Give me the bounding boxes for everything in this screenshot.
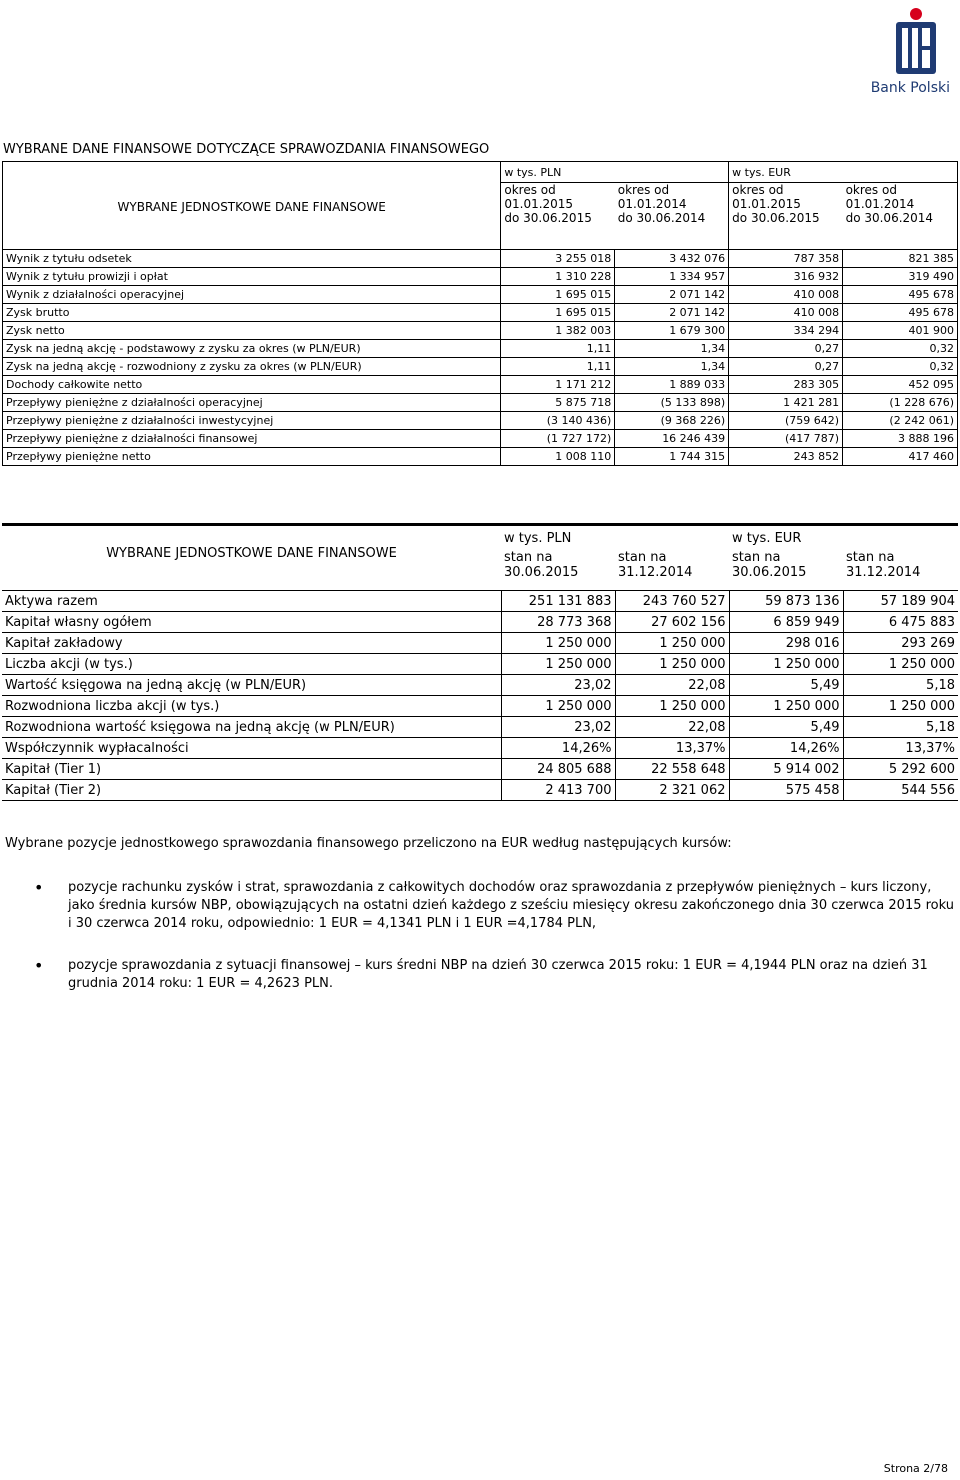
row-value: 2 321 062 — [615, 780, 729, 801]
table-row — [3, 430, 958, 448]
row-value: 1,34 — [615, 358, 729, 376]
row-value: 1 334 957 — [615, 268, 729, 286]
bullet-item: • pozycje sprawozdania z sytuacji finansowej – kurs średni NBP na dzień 30 czerwca 2015 roku: 1 EUR = 4,1944 PLN oraz na dzień 31 grudnia 2014 roku: 1 EUR = 4,2623 PLN. — [68, 957, 958, 993]
row-label: Kapitał (Tier 1) — [2, 759, 501, 780]
row-label: Wynik z tytułu odsetek — [3, 250, 501, 268]
row-value: 1 250 000 — [501, 696, 615, 717]
row-value: 5 914 002 — [729, 759, 843, 780]
row-value: 1 250 000 — [501, 633, 615, 654]
row-value: (2 242 061) — [843, 412, 958, 430]
row-value: 319 490 — [843, 268, 958, 286]
table-row — [3, 340, 958, 358]
row-value: 57 189 904 — [843, 591, 958, 612]
row-value: 5 292 600 — [843, 759, 958, 780]
row-value: 243 852 — [729, 448, 843, 466]
table-row — [2, 717, 958, 738]
row-value: 1 008 110 — [501, 448, 615, 466]
date-header: stan na 30.06.2015 — [501, 550, 615, 591]
page-number: Strona 2/78 — [883, 1462, 948, 1475]
row-value: 1 421 281 — [729, 394, 843, 412]
row-value: 23,02 — [501, 675, 615, 696]
row-value: 1 250 000 — [729, 654, 843, 675]
row-value: (417 787) — [729, 430, 843, 448]
bullet-item: • pozycje rachunku zysków i strat, sprawozdania z całkowitych dochodów oraz sprawozdania z przepływów pieniężnych – kurs liczony, jako średnia kursów NBP, obowiązujących na ostatni dzień każdego z sześciu miesięcy okresu zakończonego dnia 30 czerwca 2015 roku i 30 czerwca 2014 roku, odpowiednio: 1 EUR = 4,1341 PLN i 1 EUR =4,1784 PLN, — [68, 879, 958, 933]
brand-name: Bank Polski — [870, 80, 950, 96]
row-value: 1 250 000 — [615, 654, 729, 675]
page-heading: WYBRANE DANE FINANSOWE DOTYCZĄCE SPRAWOZDANIA FINANSOWEGO — [3, 142, 490, 157]
row-value: (5 133 898) — [615, 394, 729, 412]
row-value: 1 171 212 — [501, 376, 615, 394]
row-value: 283 305 — [729, 376, 843, 394]
income-table — [2, 161, 958, 466]
row-label: Zysk brutto — [3, 304, 501, 322]
row-label: Kapitał własny ogółem — [2, 612, 501, 633]
row-value: 0,27 — [729, 358, 843, 376]
row-value: 293 269 — [843, 633, 958, 654]
unit-eur: w tys. EUR — [729, 162, 958, 183]
row-value: 5,49 — [729, 717, 843, 738]
row-label: Przepływy pieniężne z działalności finansowej — [3, 430, 501, 448]
row-label: Wartość księgowa na jedną akcję (w PLN/EUR) — [2, 675, 501, 696]
row-value: 14,26% — [729, 738, 843, 759]
table-row — [2, 738, 958, 759]
table-row — [3, 358, 958, 376]
row-value: 1 310 228 — [501, 268, 615, 286]
table-row — [3, 412, 958, 430]
row-label: Zysk na jedną akcję - podstawowy z zysku za okres (w PLN/EUR) — [3, 340, 501, 358]
row-value: 22 558 648 — [615, 759, 729, 780]
period-header: okres od 01.01.2015 do 30.06.2015 — [729, 183, 843, 250]
table-row — [3, 304, 958, 322]
row-value: 410 008 — [729, 286, 843, 304]
row-value: 27 602 156 — [615, 612, 729, 633]
row-value: 6 475 883 — [843, 612, 958, 633]
row-label: Liczba akcji (w tys.) — [2, 654, 501, 675]
row-value: 1 695 015 — [501, 286, 615, 304]
row-value: 22,08 — [615, 717, 729, 738]
period-header: okres od 01.01.2015 do 30.06.2015 — [501, 183, 615, 250]
row-value: 417 460 — [843, 448, 958, 466]
row-value: 1,11 — [501, 340, 615, 358]
row-value: 1,11 — [501, 358, 615, 376]
exchange-note: Wybrane pozycje jednostkowego sprawozdania finansowego przeliczono na EUR według następujących kursów: — [5, 836, 732, 851]
row-value: 544 556 — [843, 780, 958, 801]
row-value: 2 413 700 — [501, 780, 615, 801]
date-header: stan na 31.12.2014 — [843, 550, 958, 591]
row-value: 1 250 000 — [843, 654, 958, 675]
row-value: 495 678 — [843, 304, 958, 322]
row-label: Rozwodniona wartość księgowa na jedną akcję (w PLN/EUR) — [2, 717, 501, 738]
row-label: Współczynnik wypłacalności — [2, 738, 501, 759]
row-value: 0,27 — [729, 340, 843, 358]
table-row — [3, 250, 958, 268]
row-value: 1 250 000 — [729, 696, 843, 717]
row-value: 1 250 000 — [501, 654, 615, 675]
row-value: 1,34 — [615, 340, 729, 358]
row-value: 2 071 142 — [615, 286, 729, 304]
date-header: stan na 31.12.2014 — [615, 550, 729, 591]
row-value: 5,18 — [843, 717, 958, 738]
row-value: 28 773 368 — [501, 612, 615, 633]
row-label: Dochody całkowite netto — [3, 376, 501, 394]
row-value: 2 071 142 — [615, 304, 729, 322]
row-value: 3 888 196 — [843, 430, 958, 448]
row-label: Rozwodniona liczba akcji (w tys.) — [2, 696, 501, 717]
table-row — [3, 286, 958, 304]
row-value: 787 358 — [729, 250, 843, 268]
row-value: 0,32 — [843, 340, 958, 358]
table-row — [3, 322, 958, 340]
row-value: 1 679 300 — [615, 322, 729, 340]
table-row — [2, 759, 958, 780]
table-row — [3, 268, 958, 286]
row-value: 1 250 000 — [843, 696, 958, 717]
table-row — [2, 633, 958, 654]
row-value: 243 760 527 — [615, 591, 729, 612]
row-value: 495 678 — [843, 286, 958, 304]
table-row — [3, 376, 958, 394]
row-value: 0,32 — [843, 358, 958, 376]
row-value: 3 432 076 — [615, 250, 729, 268]
row-value: 251 131 883 — [501, 591, 615, 612]
table-row — [2, 675, 958, 696]
row-value: 14,26% — [501, 738, 615, 759]
row-value: 575 458 — [729, 780, 843, 801]
row-value: 334 294 — [729, 322, 843, 340]
row-value: 5,18 — [843, 675, 958, 696]
row-value: 6 859 949 — [729, 612, 843, 633]
unit-pln: w tys. PLN — [504, 530, 572, 546]
row-label: Wynik z tytułu prowizji i opłat — [3, 268, 501, 286]
row-label: Zysk na jedną akcję - rozwodniony z zysku za okres (w PLN/EUR) — [3, 358, 501, 376]
row-value: (759 642) — [729, 412, 843, 430]
table-row — [2, 696, 958, 717]
row-value: 13,37% — [615, 738, 729, 759]
row-value: 23,02 — [501, 717, 615, 738]
table-row — [2, 612, 958, 633]
row-value: 24 805 688 — [501, 759, 615, 780]
row-value: 1 744 315 — [615, 448, 729, 466]
date-header: stan na 30.06.2015 — [729, 550, 843, 591]
unit-eur: w tys. EUR — [732, 530, 802, 546]
row-value: 16 246 439 — [615, 430, 729, 448]
table-row — [2, 591, 958, 612]
row-value: 410 008 — [729, 304, 843, 322]
row-value: (1 228 676) — [843, 394, 958, 412]
period-header: okres od 01.01.2014 do 30.06.2014 — [845, 183, 934, 225]
row-value: 22,08 — [615, 675, 729, 696]
row-value: 1 250 000 — [615, 696, 729, 717]
row-value: 13,37% — [843, 738, 958, 759]
table-title: WYBRANE JEDNOSTKOWE DANE FINANSOWE — [3, 162, 501, 250]
row-value: 5 875 718 — [501, 394, 615, 412]
row-label: Kapitał zakładowy — [2, 633, 501, 654]
row-label: Przepływy pieniężne netto — [3, 448, 501, 466]
row-value: 316 932 — [729, 268, 843, 286]
row-value: 3 255 018 — [501, 250, 615, 268]
period-header: okres od 01.01.2014 do 30.06.2014 — [617, 183, 706, 225]
table-title: WYBRANE JEDNOSTKOWE DANE FINANSOWE — [106, 546, 397, 561]
row-label: Przepływy pieniężne z działalności operacyjnej — [3, 394, 501, 412]
row-value: 821 385 — [843, 250, 958, 268]
row-value: 1 382 003 — [501, 322, 615, 340]
row-value: 59 873 136 — [729, 591, 843, 612]
row-value: 401 900 — [843, 322, 958, 340]
row-value: 1 889 033 — [615, 376, 729, 394]
row-value: 5,49 — [729, 675, 843, 696]
row-value: 452 095 — [843, 376, 958, 394]
row-value: 1 250 000 — [615, 633, 729, 654]
table-row — [3, 448, 958, 466]
row-value: (3 140 436) — [501, 412, 615, 430]
row-label: Wynik z działalności operacyjnej — [3, 286, 501, 304]
table-row — [2, 780, 958, 801]
row-label: Aktywa razem — [2, 591, 501, 612]
row-label: Przepływy pieniężne z działalności inwestycyjnej — [3, 412, 501, 430]
balance-table — [2, 523, 958, 801]
row-value: (1 727 172) — [501, 430, 615, 448]
row-label: Zysk netto — [3, 322, 501, 340]
row-value: (9 368 226) — [615, 412, 729, 430]
unit-pln: w tys. PLN — [501, 162, 729, 183]
row-value: 1 695 015 — [501, 304, 615, 322]
table-row — [3, 394, 958, 412]
row-value: 298 016 — [729, 633, 843, 654]
row-label: Kapitał (Tier 2) — [2, 780, 501, 801]
table-row — [2, 654, 958, 675]
